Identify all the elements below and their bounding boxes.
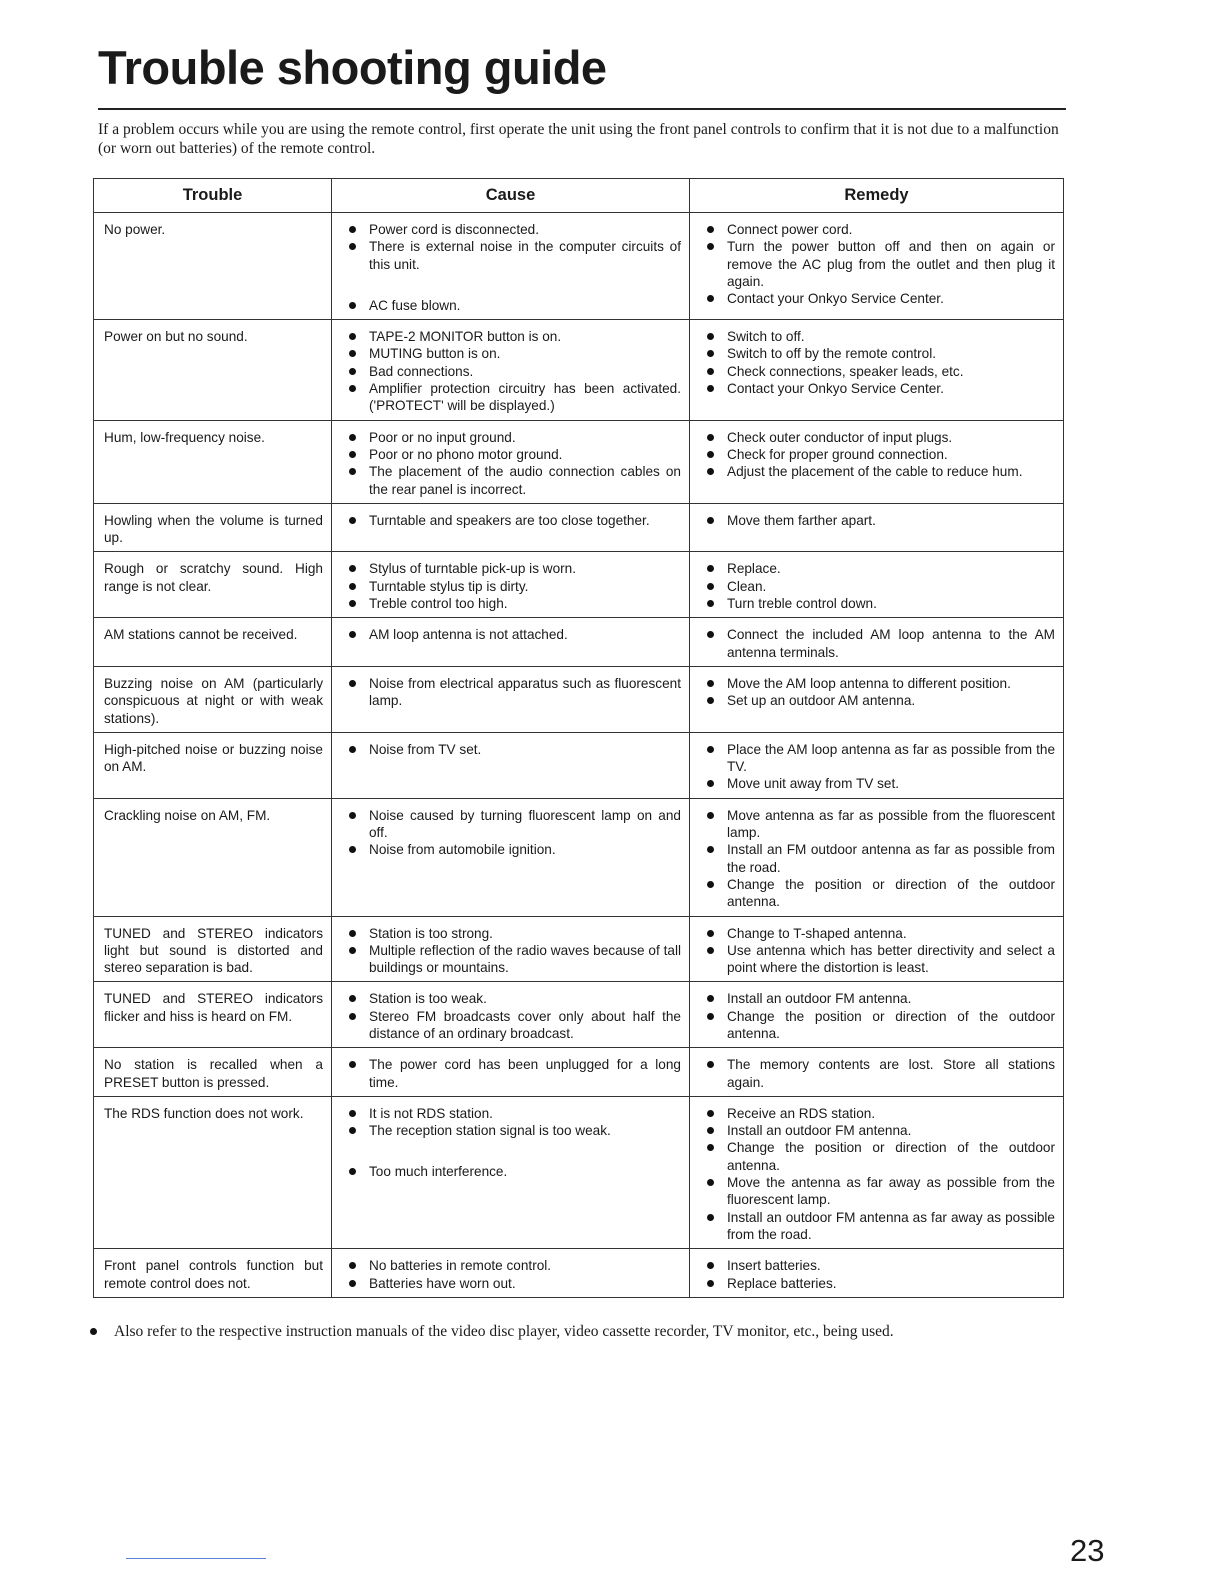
remedy-item: Check for proper ground connection. bbox=[700, 446, 1055, 463]
cause-item: The power cord has been unplugged for a long time. bbox=[342, 1056, 681, 1091]
cause-list bbox=[342, 1056, 681, 1091]
table-row bbox=[94, 666, 1064, 732]
trouble-cell: Power on but no sound. bbox=[94, 320, 332, 420]
trouble-cell: TUNED and STEREO indicators light but sound is distorted and stereo separation is bad. bbox=[94, 916, 332, 982]
cause-cell bbox=[332, 618, 690, 667]
trouble-cell: Howling when the volume is turned up. bbox=[94, 503, 332, 552]
header-remedy: Remedy bbox=[690, 179, 1064, 213]
cause-list bbox=[342, 675, 681, 710]
remedy-list bbox=[700, 560, 1055, 612]
remedy-cell bbox=[690, 1048, 1064, 1097]
cause-item: It is not RDS station. bbox=[342, 1105, 681, 1122]
remedy-item: Install an outdoor FM antenna as far away as possible from the road. bbox=[700, 1209, 1055, 1244]
remedy-item: Place the AM loop antenna as far as possible from the TV. bbox=[700, 741, 1055, 776]
cause-item: Stylus of turntable pick-up is worn. bbox=[342, 560, 681, 577]
remedy-item: Set up an outdoor AM antenna. bbox=[700, 692, 1055, 709]
remedy-item: Check outer conductor of input plugs. bbox=[700, 429, 1055, 446]
remedy-cell bbox=[690, 420, 1064, 503]
remedy-item: Install an outdoor FM antenna. bbox=[700, 990, 1055, 1007]
remedy-cell bbox=[690, 320, 1064, 420]
remedy-list bbox=[700, 429, 1055, 481]
cause-item: Station is too strong. bbox=[342, 925, 681, 942]
cause-list bbox=[342, 221, 681, 314]
remedy-item: Replace. bbox=[700, 560, 1055, 577]
table-row bbox=[94, 420, 1064, 503]
remedy-item: Receive an RDS station. bbox=[700, 1105, 1055, 1122]
remedy-list bbox=[700, 925, 1055, 977]
cause-cell bbox=[332, 420, 690, 503]
trouble-cell: Front panel controls function but remote control does not. bbox=[94, 1249, 332, 1298]
cause-item: The reception station signal is too weak. bbox=[342, 1122, 681, 1139]
bullet-icon bbox=[90, 1328, 97, 1335]
remedy-cell bbox=[690, 618, 1064, 667]
cause-item: There is external noise in the computer circuits of this unit. bbox=[342, 238, 681, 273]
cause-item: Turntable and speakers are too close together. bbox=[342, 512, 681, 529]
page-title: Trouble shooting guide bbox=[98, 41, 607, 94]
cause-item: AC fuse blown. bbox=[342, 297, 681, 314]
remedy-item: Install an FM outdoor antenna as far as possible from the road. bbox=[700, 841, 1055, 876]
remedy-item: Change the position or direction of the outdoor antenna. bbox=[700, 1008, 1055, 1043]
remedy-item: Contact your Onkyo Service Center. bbox=[700, 290, 1055, 307]
cause-item: Multiple reflection of the radio waves because of tall buildings or mountains. bbox=[342, 942, 681, 977]
cause-item: AM loop antenna is not attached. bbox=[342, 626, 681, 643]
remedy-item: Insert batteries. bbox=[700, 1257, 1055, 1274]
remedy-list bbox=[700, 741, 1055, 793]
trouble-cell: Hum, low-frequency noise. bbox=[94, 420, 332, 503]
trouble-cell: TUNED and STEREO indicators flicker and hiss is heard on FM. bbox=[94, 982, 332, 1048]
cause-item: Station is too weak. bbox=[342, 990, 681, 1007]
table-row bbox=[94, 1096, 1064, 1248]
cause-item: Bad connections. bbox=[342, 363, 681, 380]
trouble-cell: High-pitched noise or buzzing noise on AM. bbox=[94, 732, 332, 798]
cause-item: No batteries in remote control. bbox=[342, 1257, 681, 1274]
remedy-item: Install an outdoor FM antenna. bbox=[700, 1122, 1055, 1139]
cause-cell bbox=[332, 320, 690, 420]
table-row bbox=[94, 798, 1064, 916]
cause-item: Poor or no phono motor ground. bbox=[342, 446, 681, 463]
cause-item: Turntable stylus tip is dirty. bbox=[342, 578, 681, 595]
cause-item: Amplifier protection circuitry has been activated. ('PROTECT' will be displayed.) bbox=[342, 380, 681, 415]
remedy-item: Use antenna which has better directivity and select a point where the distortion is least. bbox=[700, 942, 1055, 977]
cause-cell bbox=[332, 503, 690, 552]
table-row bbox=[94, 320, 1064, 420]
remedy-list bbox=[700, 328, 1055, 397]
cause-cell bbox=[332, 666, 690, 732]
remedy-item: Clean. bbox=[700, 578, 1055, 595]
cause-cell bbox=[332, 1249, 690, 1298]
cause-cell bbox=[332, 982, 690, 1048]
remedy-item: Contact your Onkyo Service Center. bbox=[700, 380, 1055, 397]
remedy-item: Change the position or direction of the outdoor antenna. bbox=[700, 1139, 1055, 1174]
remedy-cell bbox=[690, 916, 1064, 982]
troubleshooting-table bbox=[93, 178, 1064, 1298]
cause-cell bbox=[332, 732, 690, 798]
header-cause: Cause bbox=[332, 179, 690, 213]
cause-item: TAPE-2 MONITOR button is on. bbox=[342, 328, 681, 345]
table-row bbox=[94, 503, 1064, 552]
remedy-item: Switch to off by the remote control. bbox=[700, 345, 1055, 362]
remedy-cell bbox=[690, 666, 1064, 732]
remedy-item: Switch to off. bbox=[700, 328, 1055, 345]
cause-list bbox=[342, 560, 681, 612]
footnote bbox=[88, 1322, 1094, 1341]
remedy-item: Replace batteries. bbox=[700, 1275, 1055, 1292]
header-trouble: Trouble bbox=[94, 179, 332, 213]
remedy-item: The memory contents are lost. Store all stations again. bbox=[700, 1056, 1055, 1091]
remedy-cell bbox=[690, 503, 1064, 552]
remedy-item: Change to T-shaped antenna. bbox=[700, 925, 1055, 942]
table-row bbox=[94, 552, 1064, 618]
trouble-cell: No power. bbox=[94, 213, 332, 320]
cause-list bbox=[342, 925, 681, 977]
trouble-cell: The RDS function does not work. bbox=[94, 1096, 332, 1248]
remedy-item: Move unit away from TV set. bbox=[700, 775, 1055, 792]
cause-list bbox=[342, 429, 681, 498]
remedy-cell bbox=[690, 552, 1064, 618]
cause-cell bbox=[332, 798, 690, 916]
trouble-cell: Buzzing noise on AM (particularly conspicuous at night or with weak stations). bbox=[94, 666, 332, 732]
remedy-item: Move antenna as far as possible from the fluorescent lamp. bbox=[700, 807, 1055, 842]
cause-item: Too much interference. bbox=[342, 1163, 681, 1180]
remedy-list bbox=[700, 990, 1055, 1042]
cause-list bbox=[342, 328, 681, 414]
title-rule bbox=[98, 108, 1066, 110]
table-row bbox=[94, 732, 1064, 798]
remedy-list bbox=[700, 1105, 1055, 1243]
cause-list bbox=[342, 512, 681, 529]
remedy-item: Connect power cord. bbox=[700, 221, 1055, 238]
remedy-item: Check connections, speaker leads, etc. bbox=[700, 363, 1055, 380]
trouble-cell: Rough or scratchy sound. High range is not clear. bbox=[94, 552, 332, 618]
cause-list bbox=[342, 741, 681, 758]
remedy-item: Move the antenna as far away as possible from the fluorescent lamp. bbox=[700, 1174, 1055, 1209]
cause-list bbox=[342, 626, 681, 643]
remedy-cell bbox=[690, 1096, 1064, 1248]
remedy-item: Adjust the placement of the cable to reduce hum. bbox=[700, 463, 1055, 480]
trouble-cell: Crackling noise on AM, FM. bbox=[94, 798, 332, 916]
table-row bbox=[94, 213, 1064, 320]
cause-item: Noise from TV set. bbox=[342, 741, 681, 758]
remedy-cell bbox=[690, 982, 1064, 1048]
cause-cell bbox=[332, 213, 690, 320]
trouble-cell: AM stations cannot be received. bbox=[94, 618, 332, 667]
cause-item: Noise caused by turning fluorescent lamp on and off. bbox=[342, 807, 681, 842]
remedy-item: Connect the included AM loop antenna to the AM antenna terminals. bbox=[700, 626, 1055, 661]
table-row bbox=[94, 1249, 1064, 1298]
cause-item: Power cord is disconnected. bbox=[342, 221, 681, 238]
remedy-list bbox=[700, 1056, 1055, 1091]
remedy-item: Turn treble control down. bbox=[700, 595, 1055, 612]
cause-item: Batteries have worn out. bbox=[342, 1275, 681, 1292]
remedy-list bbox=[700, 626, 1055, 661]
remedy-cell bbox=[690, 798, 1064, 916]
remedy-item: Move them farther apart. bbox=[700, 512, 1055, 529]
remedy-list bbox=[700, 675, 1055, 710]
cause-item: Treble control too high. bbox=[342, 595, 681, 612]
remedy-cell bbox=[690, 732, 1064, 798]
remedy-list bbox=[700, 512, 1055, 529]
cause-cell bbox=[332, 1096, 690, 1248]
remedy-cell bbox=[690, 1249, 1064, 1298]
cause-cell bbox=[332, 552, 690, 618]
cause-list bbox=[342, 1105, 681, 1181]
table-row bbox=[94, 618, 1064, 667]
remedy-item: Turn the power button off and then on again or remove the AC plug from the outlet and then plug it again. bbox=[700, 238, 1055, 290]
cause-item: Noise from automobile ignition. bbox=[342, 841, 681, 858]
table-header-row bbox=[94, 179, 1064, 213]
intro-paragraph: If a problem occurs while you are using the remote control, first operate the unit using the front panel controls to confirm that it is not due to a malfunction (or worn out batteries) of the remote control. bbox=[98, 121, 1059, 157]
remedy-list bbox=[700, 807, 1055, 911]
trouble-cell: No station is recalled when a PRESET button is pressed. bbox=[94, 1048, 332, 1097]
cause-item: The placement of the audio connection cables on the rear panel is incorrect. bbox=[342, 463, 681, 498]
cause-cell bbox=[332, 916, 690, 982]
page-number: 23 bbox=[1070, 1533, 1105, 1568]
cause-item: Stereo FM broadcasts cover only about half the distance of an ordinary broadcast. bbox=[342, 1008, 681, 1043]
remedy-cell bbox=[690, 213, 1064, 320]
cause-item: MUTING button is on. bbox=[342, 345, 681, 362]
table-row bbox=[94, 982, 1064, 1048]
table-row bbox=[94, 1048, 1064, 1097]
cause-item: Noise from electrical apparatus such as fluorescent lamp. bbox=[342, 675, 681, 710]
bottom-divider bbox=[126, 1558, 266, 1559]
footnote-text: Also refer to the respective instruction manuals of the video disc player, video cassette recorder, TV monitor, etc., being used. bbox=[114, 1323, 894, 1340]
cause-cell bbox=[332, 1048, 690, 1097]
cause-list bbox=[342, 1257, 681, 1292]
table-body bbox=[94, 213, 1064, 1298]
remedy-list bbox=[700, 1257, 1055, 1292]
cause-item: Poor or no input ground. bbox=[342, 429, 681, 446]
remedy-item: Change the position or direction of the outdoor antenna. bbox=[700, 876, 1055, 911]
cause-list bbox=[342, 990, 681, 1042]
remedy-list bbox=[700, 221, 1055, 307]
cause-list bbox=[342, 807, 681, 859]
table-row bbox=[94, 916, 1064, 982]
remedy-item: Move the AM loop antenna to different position. bbox=[700, 675, 1055, 692]
